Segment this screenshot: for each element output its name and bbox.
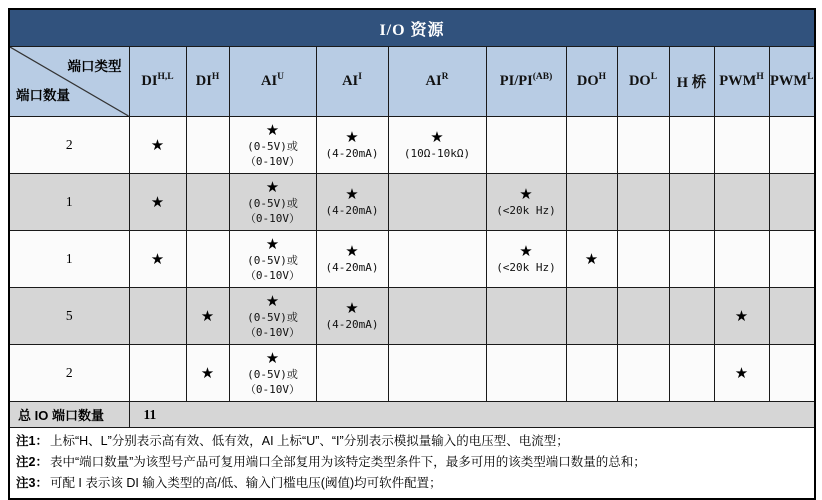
range-annotation: （0-10V） [244, 211, 301, 225]
column-header-do-h [566, 47, 617, 117]
empty-cell-di-h [186, 117, 229, 174]
note-2-text: 表中“端口数量”为该型号产品可复用端口全部复用为该特定类型条件下，最多可用的该类型端口数量的总和； [49, 455, 646, 469]
notes-cell [9, 428, 815, 500]
column-header-di-hl [129, 47, 186, 117]
star-cell-di-hl [129, 174, 186, 231]
range-annotation: （0-10V） [244, 154, 301, 168]
range-annotation: (<20k Hz) [496, 204, 556, 217]
port-row-1 [9, 117, 815, 174]
empty-cell-do-l [617, 345, 669, 402]
empty-cell-do-l [617, 117, 669, 174]
empty-cell-pwm-l [769, 117, 815, 174]
star-icon: ★ [265, 292, 280, 310]
total-row [9, 402, 815, 428]
star-icon: ★ [150, 250, 165, 268]
column-header-pwm-l [769, 47, 815, 117]
star-cell-ai-r [388, 117, 486, 174]
range-annotation: (0-5V)或 [247, 139, 298, 153]
total-io-value: 11 [129, 402, 815, 428]
star-cell-ai-i [316, 288, 388, 345]
empty-cell-di-h [186, 174, 229, 231]
port-type-superscript: H,L [157, 72, 174, 83]
star-icon: ★ [200, 307, 215, 325]
star-cell-pwm-h [714, 345, 769, 402]
column-header-pi-ab [486, 47, 566, 117]
empty-cell-ai-r [388, 231, 486, 288]
note-2-label: 注2： [16, 455, 48, 469]
empty-cell-pi-ab [486, 288, 566, 345]
star-cell-di-hl [129, 117, 186, 174]
empty-cell-do-h [566, 345, 617, 402]
star-icon: ★ [430, 129, 444, 146]
port-type-superscript: H [756, 72, 764, 83]
column-header-ai-i [316, 47, 388, 117]
empty-cell-h-bridge [669, 174, 714, 231]
empty-cell-pwm-l [769, 288, 815, 345]
note-1-label: 注1： [16, 434, 48, 448]
port-type-superscript: I [358, 72, 362, 83]
port-quantity: 2 [9, 117, 129, 174]
port-row-2 [9, 174, 815, 231]
note-1 [16, 431, 808, 452]
column-header-di-h [186, 47, 229, 117]
note-3 [16, 473, 808, 494]
empty-cell-ai-r [388, 288, 486, 345]
note-1-text: 上标“H、L”分别表示高有效、低有效，AI 上标“U”、“I”分别表示模拟量输入的电压型、电流型； [49, 434, 569, 448]
range-annotation: (4-20mA) [325, 147, 379, 160]
star-cell-do-h [566, 231, 617, 288]
star-icon: ★ [734, 307, 749, 325]
star-icon: ★ [150, 193, 165, 211]
star-cell-pi-ab [486, 231, 566, 288]
port-type-base: AI [261, 73, 278, 89]
star-cell-di-hl [129, 231, 186, 288]
empty-cell-pwm-h [714, 174, 769, 231]
star-cell-ai-u [229, 231, 316, 288]
port-row-3 [9, 231, 815, 288]
port-type-superscript: H [211, 72, 220, 83]
empty-cell-pi-ab [486, 117, 566, 174]
corner-label-port-count: 端口数量 [16, 88, 70, 103]
note-2 [16, 452, 808, 473]
star-icon: ★ [265, 235, 280, 253]
port-type-base: DI [195, 73, 212, 89]
empty-cell-h-bridge [669, 345, 714, 402]
range-annotation: (0-5V)或 [247, 253, 298, 267]
port-type-base: PWM [770, 73, 808, 89]
range-annotation: (0-5V)或 [247, 196, 298, 210]
star-icon: ★ [265, 178, 280, 196]
column-header-h-bridge [669, 47, 714, 117]
star-cell-di-h [186, 345, 229, 402]
port-quantity: 1 [9, 174, 129, 231]
note-3-label: 注3： [16, 476, 48, 490]
star-icon: ★ [345, 300, 359, 317]
empty-cell-di-hl [129, 345, 186, 402]
port-type-base: DI [141, 73, 158, 89]
empty-cell-pwm-l [769, 345, 815, 402]
star-cell-ai-i [316, 174, 388, 231]
port-type-superscript: R [441, 72, 449, 83]
range-annotation: (10Ω-10kΩ) [403, 147, 471, 160]
range-annotation: (4-20mA) [325, 261, 379, 274]
range-annotation: (4-20mA) [325, 204, 379, 217]
star-cell-ai-u [229, 345, 316, 402]
port-type-superscript: (AB) [532, 72, 553, 83]
total-io-label: 总 IO 端口数量 [9, 402, 129, 428]
star-icon: ★ [519, 243, 533, 260]
star-icon: ★ [150, 136, 165, 154]
empty-cell-ai-r [388, 174, 486, 231]
empty-cell-di-hl [129, 288, 186, 345]
star-cell-ai-u [229, 288, 316, 345]
star-cell-pi-ab [486, 174, 566, 231]
empty-cell-do-h [566, 174, 617, 231]
header-row [9, 47, 815, 117]
star-cell-ai-i [316, 117, 388, 174]
port-row-5 [9, 345, 815, 402]
corner-header-cell [9, 47, 129, 117]
empty-cell-do-l [617, 231, 669, 288]
star-cell-ai-u [229, 117, 316, 174]
empty-cell-ai-i [316, 345, 388, 402]
note-3-text: 可配 I 表示该 DI 输入类型的高/低、输入门槛电压(阈值)均可软件配置； [49, 476, 442, 490]
column-header-ai-r [388, 47, 486, 117]
empty-cell-h-bridge [669, 117, 714, 174]
empty-cell-pwm-l [769, 231, 815, 288]
star-icon: ★ [345, 129, 359, 146]
port-row-4 [9, 288, 815, 345]
star-icon: ★ [345, 186, 359, 203]
empty-cell-pwm-l [769, 174, 815, 231]
port-type-base: AI [425, 73, 442, 89]
star-icon: ★ [519, 186, 533, 203]
port-type-superscript: L [650, 72, 658, 83]
port-quantity: 1 [9, 231, 129, 288]
range-annotation: (0-5V)或 [247, 367, 298, 381]
empty-cell-ai-r [388, 345, 486, 402]
star-cell-pwm-h [714, 288, 769, 345]
star-cell-ai-u [229, 174, 316, 231]
column-header-do-l [617, 47, 669, 117]
star-icon: ★ [345, 243, 359, 260]
empty-cell-di-h [186, 231, 229, 288]
star-icon: ★ [200, 364, 215, 382]
notes-row [9, 428, 815, 500]
empty-cell-do-l [617, 174, 669, 231]
port-type-superscript: H [598, 72, 607, 83]
range-annotation: （0-10V） [244, 268, 301, 282]
range-annotation: （0-10V） [244, 382, 301, 396]
empty-cell-do-h [566, 288, 617, 345]
star-cell-di-h [186, 288, 229, 345]
empty-cell-h-bridge [669, 288, 714, 345]
empty-cell-pwm-h [714, 117, 769, 174]
column-header-ai-u [229, 47, 316, 117]
port-type-base: DO [628, 73, 651, 89]
empty-cell-pi-ab [486, 345, 566, 402]
title-row [9, 9, 815, 47]
empty-cell-do-h [566, 117, 617, 174]
star-icon: ★ [584, 250, 599, 268]
empty-cell-pwm-h [714, 231, 769, 288]
io-resources-table [8, 8, 816, 500]
star-icon: ★ [734, 364, 749, 382]
column-header-pwm-h [714, 47, 769, 117]
range-annotation: (4-20mA) [325, 318, 379, 331]
port-quantity: 2 [9, 345, 129, 402]
star-icon: ★ [265, 349, 280, 367]
corner-label-port-type: 端口类型 [67, 59, 122, 74]
range-annotation: (0-5V)或 [247, 310, 298, 324]
port-type-base: PWM [719, 73, 757, 89]
star-cell-ai-i [316, 231, 388, 288]
port-type-superscript: U [277, 72, 284, 83]
star-icon: ★ [265, 121, 280, 139]
port-type-base: DO [576, 73, 599, 89]
range-annotation: (<20k Hz) [496, 261, 556, 274]
port-quantity: 5 [9, 288, 129, 345]
port-type-base: PI/PI [499, 73, 533, 89]
port-type-base: H 桥 [676, 75, 707, 91]
range-annotation: （0-10V） [244, 325, 301, 339]
empty-cell-h-bridge [669, 231, 714, 288]
port-type-superscript: L [807, 72, 814, 83]
empty-cell-do-l [617, 288, 669, 345]
port-type-base: AI [342, 73, 359, 89]
table-title: I/O 资源 [9, 9, 815, 47]
